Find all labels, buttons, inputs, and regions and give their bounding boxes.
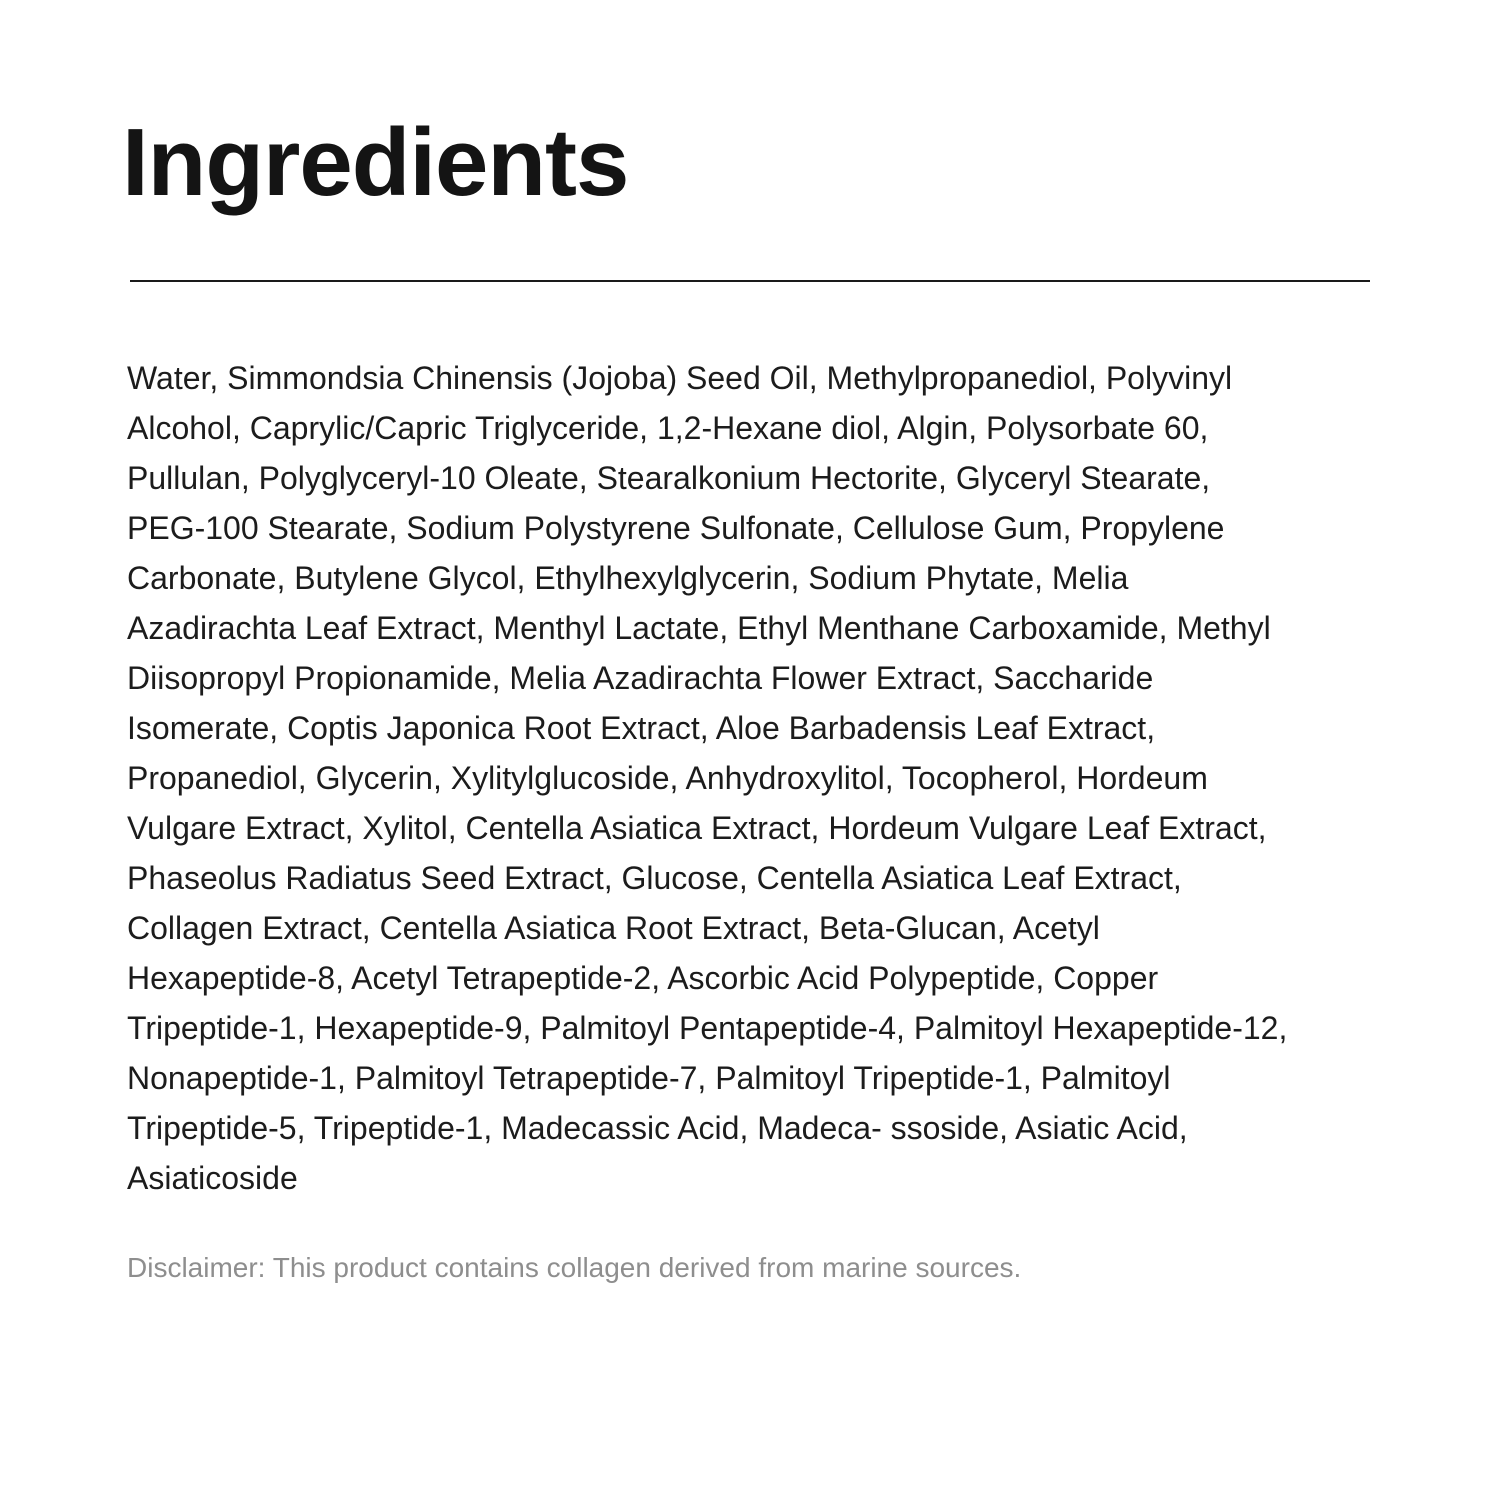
ingredients-line: Pullulan, Polyglyceryl-10 Oleate, Stearalkonium Hectorite, Glyceryl Stearate, [127, 460, 1211, 496]
ingredients-line: Propanediol, Glycerin, Xylitylglucoside, Anhydroxylitol, Tocopherol, Hordeum [127, 760, 1208, 796]
ingredients-line: Isomerate, Coptis Japonica Root Extract, Aloe Barbadensis Leaf Extract, [127, 710, 1156, 746]
ingredients-line: Asiaticoside [127, 1160, 298, 1196]
ingredients-line: PEG-100 Stearate, Sodium Polystyrene Sulfonate, Cellulose Gum, Propylene [127, 510, 1225, 546]
ingredients-line: Azadirachta Leaf Extract, Menthyl Lactate, Ethyl Menthane Carboxamide, Methyl [127, 610, 1271, 646]
ingredients-line: Hexapeptide-8, Acetyl Tetrapeptide-2, Ascorbic Acid Polypeptide, Copper [127, 960, 1159, 996]
ingredients-line: Vulgare Extract, Xylitol, Centella Asiatica Extract, Hordeum Vulgare Leaf Extract, [127, 810, 1267, 846]
title-divider [130, 280, 1370, 282]
ingredients-line: Nonapeptide-1, Palmitoyl Tetrapeptide-7, Palmitoyl Tripeptide-1, Palmitoyl [127, 1060, 1171, 1096]
ingredients-line: Alcohol, Caprylic/Capric Triglyceride, 1,2-Hexane diol, Algin, Polysorbate 60, [127, 410, 1209, 446]
ingredients-list [127, 353, 1397, 1203]
disclaimer-text: Disclaimer: This product contains collagen derived from marine sources. [127, 1252, 1022, 1283]
page-title: Ingredients [122, 109, 629, 216]
ingredients-line: Tripeptide-5, Tripeptide-1, Madecassic Acid, Madeca- ssoside, Asiatic Acid, [127, 1110, 1188, 1146]
ingredients-line: Diisopropyl Propionamide, Melia Azadirachta Flower Extract, Saccharide [127, 660, 1154, 696]
ingredients-line: Collagen Extract, Centella Asiatica Root Extract, Beta-Glucan, Acetyl [127, 910, 1100, 946]
ingredients-line: Tripeptide-1, Hexapeptide-9, Palmitoyl Pentapeptide-4, Palmitoyl Hexapeptide-12, [127, 1010, 1288, 1046]
ingredients-line: Carbonate, Butylene Glycol, Ethylhexylglycerin, Sodium Phytate, Melia [127, 560, 1129, 596]
ingredients-line: Phaseolus Radiatus Seed Extract, Glucose, Centella Asiatica Leaf Extract, [127, 860, 1182, 896]
ingredients-line: Water, Simmondsia Chinensis (Jojoba) Seed Oil, Methylpropanediol, Polyvinyl [127, 360, 1233, 396]
